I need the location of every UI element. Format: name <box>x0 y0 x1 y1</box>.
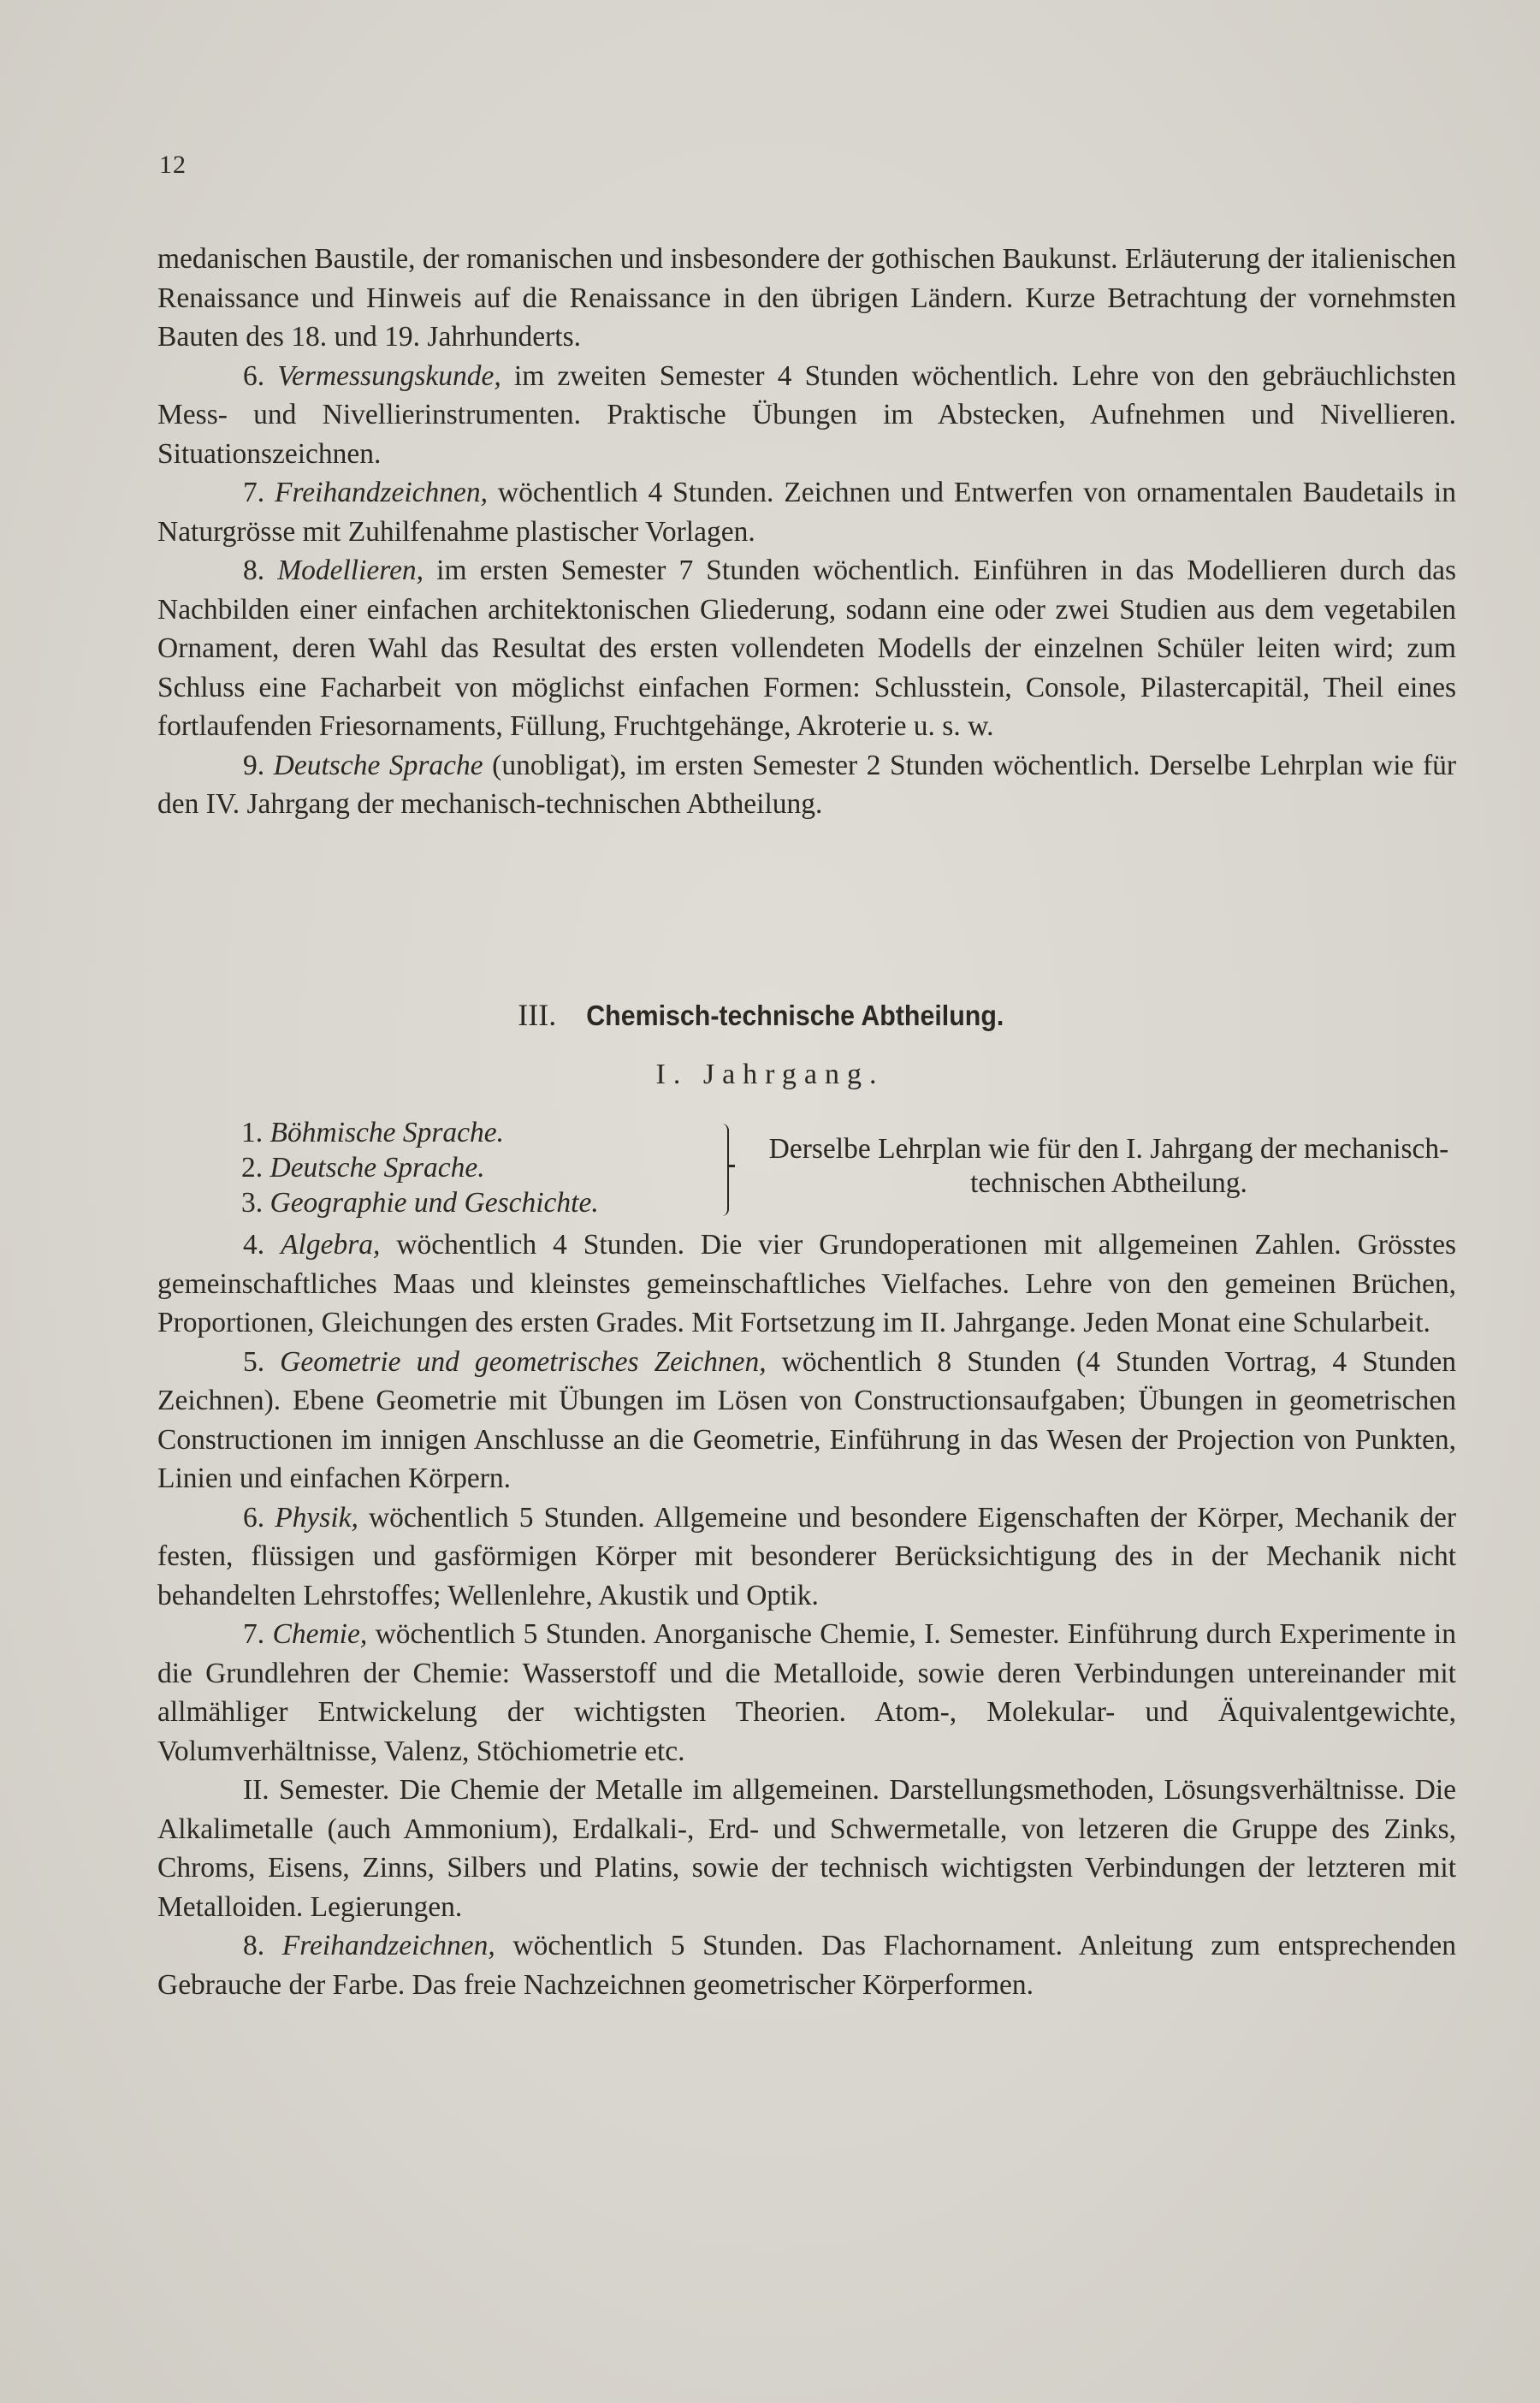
paragraph-subject: Geometrie und geometrisches Zeichnen, <box>280 1345 767 1378</box>
paragraph-lead: 7. <box>243 477 275 508</box>
top-text-block <box>157 240 1456 824</box>
paragraph-text: wöchentlich 5 Stunden. Allgemeine und besondere Eigenschaften der Körper, Mechanik der festen, flüssigen und gasförmigen Körper mit besonderer Berücksichtigung des in der Mechanik nicht behandelten Lehrstoffes; Wellenlehre, Akustik und Optik. <box>157 1501 1456 1611</box>
paragraph <box>157 240 1456 357</box>
subsection-heading: I. Jahrgang. <box>655 1059 885 1090</box>
paragraph-text: wöchentlich 4 Stunden. Die vier Grundoperationen mit allgemeinen Zahlen. Grösstes gemeinschaftliches Maas und kleinstes gemeinschaftliches Vielfaches. Lehre von den gemeinen Brüchen, Proportionen, Gleichungen des ersten Grades. Mit Fortsetzung im II. Jahrgange. Jeden Monat eine Schularbeit. <box>157 1229 1456 1338</box>
paragraph <box>157 1343 1456 1498</box>
paragraph-text: medanischen Baustile, der romanischen und insbesondere der gothischen Baukunst. Erläuterung der italienischen Renaissance und Hinweis auf die Renaissance in den übrigen Ländern. Kurze Betrachtung der vornehmsten Bauten des 18. und 19. Jahrhunderts. <box>157 243 1456 353</box>
list-item <box>241 1115 599 1150</box>
list-item <box>241 1150 599 1185</box>
paragraph <box>157 1771 1456 1926</box>
paragraph-text: im zweiten Semester 4 Stunden wöchentlich. Lehre von den gebräuchlichsten Mess- und Nivellierinstrumenten. Praktische Übungen im Abstecken, Aufnehmen und Nivellieren. Situationszeichnen. <box>157 359 1457 470</box>
paragraph <box>157 473 1456 551</box>
paragraph-lead: 8. <box>243 1930 282 1961</box>
paragraph <box>157 1498 1456 1616</box>
item-subject: Böhmische Sprache. <box>270 1117 505 1148</box>
item-number: 1. <box>241 1117 270 1148</box>
paragraph-subject: Vermessungskunde, <box>277 359 501 392</box>
paragraph-subject: Physik, <box>275 1501 358 1534</box>
paragraph <box>157 357 1456 474</box>
paragraph-lead: 5. <box>243 1345 281 1378</box>
paragraph <box>157 746 1456 824</box>
paragraph-text: im ersten Semester 7 Stunden wöchentlich. Einführen in das Modellieren durch das Nachbilden einer einfachen architektonischen Gliederung, sodann eine oder zwei Studien aus dem vegetabilen Ornament, deren Wahl das Resultat des ersten vollendeten Modells der einzelnen Schüler leiten wird; zum Schluss eine Facharbeit von möglichst einfachen Formen: Schlusstein, Console, Pilastercapitäl, Theil eines fortlaufenden Friesornaments, Füllung, Fruchtgehänge, Akroterie u. s. w. <box>157 555 1457 742</box>
curly-brace-icon <box>715 1124 729 1216</box>
paragraph <box>157 551 1456 746</box>
paragraph-subject: Freihandzeichnen, <box>275 477 489 508</box>
paragraph-subject: Modellieren, <box>277 555 424 586</box>
grouped-note: Derselbe Lehrplan wie für den I. Jahrgang der mechanisch-technischen Abtheilung. <box>768 1133 1449 1199</box>
paragraph-lead: 6. <box>243 359 278 392</box>
section-title: Chemisch-technische Abtheilung. <box>586 1000 1004 1031</box>
item-subject: Geographie und Geschichte. <box>270 1187 599 1219</box>
paragraph-lead: 7. <box>243 1618 273 1650</box>
paragraph-lead: 4. <box>243 1229 281 1261</box>
paragraph-text: wöchentlich 8 Stunden (4 Stunden Vortrag, 4 Stunden Zeichnen). Ebene Geometrie mit Übungen im Lösen von Constructionsaufgaben; Übungen in geometrischen Constructionen im innigen Anschlusse an die Geometrie, Einführung in das Wesen der Projection von Punkten, Linien und einfachen Körpern. <box>157 1345 1456 1494</box>
paragraph-lead: 9. <box>243 749 274 781</box>
paragraph <box>157 1926 1456 2004</box>
grouped-subject-list <box>241 1115 599 1220</box>
list-item <box>241 1185 599 1220</box>
bottom-text-block <box>157 1225 1456 2004</box>
paragraph-subject: Chemie, <box>272 1618 368 1650</box>
paragraph-lead: 6. <box>243 1501 275 1534</box>
paragraph-subject: Algebra, <box>281 1229 381 1261</box>
page-number: 12 <box>159 151 187 179</box>
grouped-subjects <box>241 1115 1456 1235</box>
item-number: 2. <box>241 1152 270 1184</box>
paragraph-lead: 8. <box>243 555 278 586</box>
item-subject: Deutsche Sprache. <box>270 1152 485 1184</box>
paragraph <box>157 1615 1456 1771</box>
item-number: 3. <box>241 1187 270 1219</box>
paragraph-text: wöchentlich 4 Stunden. Zeichnen und Entwerfen von ornamentalen Baudetails in Naturgrösse mit Zuhilfenahme plastischer Vorlagen. <box>157 477 1456 548</box>
paragraph-subject: Deutsche Sprache <box>273 749 483 781</box>
paragraph <box>157 1225 1456 1343</box>
paragraph-text: II. Semester. Die Chemie der Metalle im allgemeinen. Darstellungsmethoden, Lösungsverhältnisse. Die Alkalimetalle (auch Ammonium), Erdalkali-, Erd- und Schwermetalle, von letzeren die Gruppe des Zinks, Chroms, Eisens, Zinns, Silbers und Platins, sowie der technisch wichtigsten Verbindungen der letzteren mit Metalloiden. Legierungen. <box>157 1774 1456 1923</box>
section-numeral: III. <box>518 998 557 1032</box>
paragraph-subject: Freihandzeichnen, <box>281 1930 495 1961</box>
paragraph-text: wöchentlich 5 Stunden. Anorganische Chemie, I. Semester. Einführung durch Experimente in die Grundlehren der Chemie: Wasserstoff und die Metalloide, sowie deren Verbindungen untereinander mit allmähliger Entwickelung der wichtigsten Theorien. Atom-, Molekular- und Äquivalentgewichte, Volumverhältnisse, Valenz, Stöchiometrie etc. <box>157 1618 1456 1767</box>
section-heading <box>0 995 1540 1035</box>
paragraph-text: (unobligat), im ersten Semester 2 Stunden wöchentlich. Derselbe Lehrplan wie für den IV. Jahrgang der mechanisch-technischen Abtheilung. <box>157 749 1456 820</box>
paragraph-text: wöchentlich 5 Stunden. Das Flachornament. Anleitung zum entsprechenden Gebrauche der Farbe. Das freie Nachzeichnen geometrischer Körperformen. <box>157 1930 1457 2001</box>
